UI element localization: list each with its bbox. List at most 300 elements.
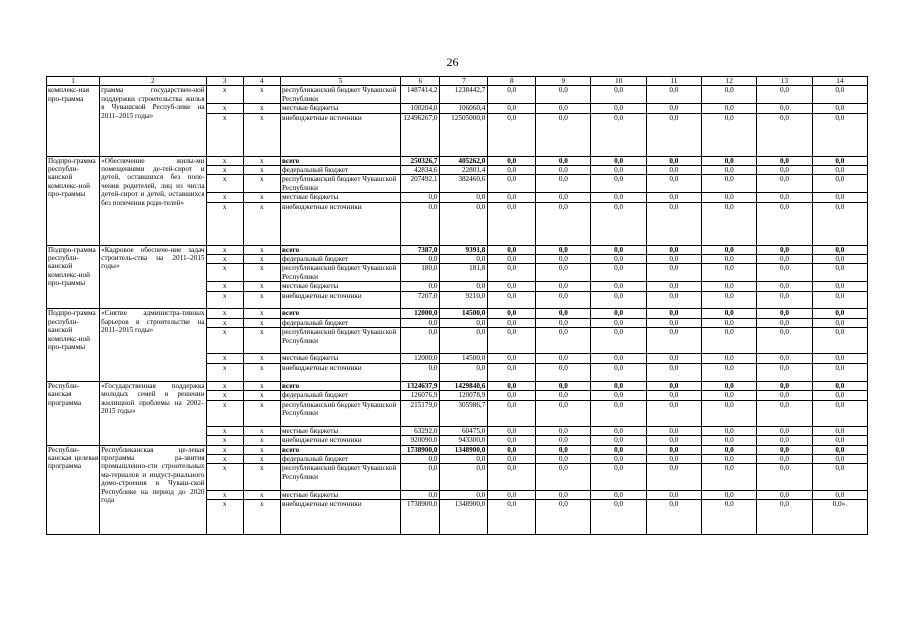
- table-row: [47, 381, 868, 390]
- value-cell: 0,0: [812, 255, 867, 264]
- value-cell: 0,0: [702, 426, 757, 435]
- value-cell: 0,0: [812, 202, 867, 245]
- value-cell: 0,0: [591, 309, 646, 318]
- column-number-1: 1: [47, 77, 100, 86]
- value-cell: 0,0: [646, 166, 701, 175]
- value-cell: 0,0: [702, 464, 757, 490]
- value-cell: 12505000,0: [440, 113, 488, 156]
- value-cell: 0,0: [702, 454, 757, 463]
- marker-cell: x: [206, 282, 243, 291]
- value-cell: 106060,4: [440, 104, 488, 113]
- marker-cell: x: [243, 464, 280, 490]
- marker-cell: x: [243, 255, 280, 264]
- column-number-2: 2: [100, 77, 206, 86]
- value-cell: 0,0: [536, 255, 591, 264]
- value-cell: 14500,0: [440, 354, 488, 363]
- value-cell: 0,0: [812, 454, 867, 463]
- marker-cell: x: [206, 436, 243, 445]
- value-cell: 0,0: [440, 454, 488, 463]
- value-cell: 0,0: [591, 104, 646, 113]
- funding-source-cell: всего: [280, 445, 400, 454]
- funding-source-cell: федеральный бюджет: [280, 454, 400, 463]
- value-cell: 0,0: [488, 202, 536, 245]
- funding-source-cell: республиканский бюджет Чувашской Республики: [280, 86, 400, 104]
- value-cell: 0,0: [646, 499, 701, 534]
- column-number-13: 13: [757, 77, 812, 86]
- funding-source-cell: всего: [280, 156, 400, 165]
- value-cell: 0,0: [401, 202, 440, 245]
- value-cell: 0,0: [440, 202, 488, 245]
- value-cell: 0,0: [646, 282, 701, 291]
- value-cell: 0,0: [812, 86, 867, 104]
- value-cell: 0,0: [646, 156, 701, 165]
- value-cell: 120078,9: [440, 391, 488, 400]
- value-cell: 0,0: [488, 499, 536, 534]
- program-name-cell: «Снятие администра-тивных барьеров в строительстве на 2011–2015 годы»: [100, 309, 206, 381]
- value-cell: 0,0: [812, 426, 867, 435]
- value-cell: 0,0: [488, 113, 536, 156]
- value-cell: 0,0: [757, 309, 812, 318]
- value-cell: 0,0: [757, 245, 812, 254]
- program-name-cell: «Государственная поддержка молодых семей в решении жилищной проблемы на 2002–2015 годы»: [100, 381, 206, 445]
- value-cell: 0,0: [646, 309, 701, 318]
- funding-source-cell: всего: [280, 381, 400, 390]
- value-cell: 0,0: [757, 499, 812, 534]
- marker-cell: x: [206, 264, 243, 282]
- column-number-5: 5: [280, 77, 400, 86]
- value-cell: 0,0: [757, 391, 812, 400]
- marker-cell: x: [243, 490, 280, 499]
- marker-cell: x: [206, 255, 243, 264]
- column-number-10: 10: [591, 77, 646, 86]
- value-cell: 0,0: [536, 464, 591, 490]
- value-cell: 0,0: [646, 454, 701, 463]
- value-cell: 0,0: [646, 245, 701, 254]
- marker-cell: x: [243, 354, 280, 363]
- program-name-cell: «Кадровое обеспече-ние задач строитель-ства на 2011–2015 годы»: [100, 245, 206, 309]
- value-cell: 0,0: [536, 499, 591, 534]
- column-number-3: 3: [206, 77, 243, 86]
- value-cell: 0,0: [812, 193, 867, 202]
- value-cell: 0,0: [488, 328, 536, 354]
- value-cell: 0,0: [812, 245, 867, 254]
- value-cell: 0,0: [646, 391, 701, 400]
- marker-cell: x: [243, 318, 280, 327]
- marker-cell: x: [206, 464, 243, 490]
- marker-cell: x: [243, 156, 280, 165]
- value-cell: 0,0: [488, 282, 536, 291]
- marker-cell: x: [206, 490, 243, 499]
- column-number-8: 8: [488, 77, 536, 86]
- value-cell: 0,0: [702, 291, 757, 309]
- program-name-cell: Республиканская це-левая программа ра-звития промышленно-сти строительных ма-териалов и индуст-риального домо-строения в Чуваш-ской Республике на период до 2020 года: [100, 445, 206, 534]
- value-cell: 0,0: [591, 490, 646, 499]
- value-cell: 0,0: [591, 445, 646, 454]
- marker-cell: x: [243, 104, 280, 113]
- value-cell: 0,0: [536, 166, 591, 175]
- marker-cell: x: [206, 328, 243, 354]
- marker-cell: x: [243, 328, 280, 354]
- value-cell: 7387,0: [401, 245, 440, 254]
- value-cell: 0,0: [536, 309, 591, 318]
- marker-cell: x: [206, 113, 243, 156]
- value-cell: 0,0: [536, 391, 591, 400]
- funding-source-cell: внебюджетные источники: [280, 202, 400, 245]
- marker-cell: x: [243, 113, 280, 156]
- value-cell: 0,0: [757, 454, 812, 463]
- value-cell: 0,0: [702, 363, 757, 381]
- funding-source-cell: республиканский бюджет Чувашской Республики: [280, 175, 400, 193]
- value-cell: 0,0: [591, 255, 646, 264]
- value-cell: 0,0: [646, 291, 701, 309]
- marker-cell: x: [206, 193, 243, 202]
- marker-cell: x: [206, 104, 243, 113]
- marker-cell: x: [243, 291, 280, 309]
- value-cell: 0,0: [702, 156, 757, 165]
- marker-cell: x: [243, 309, 280, 318]
- value-cell: 0,0: [757, 282, 812, 291]
- value-cell: 0,0: [440, 328, 488, 354]
- value-cell: 0,0: [401, 454, 440, 463]
- value-cell: 0,0: [646, 490, 701, 499]
- value-cell: 0,0: [646, 264, 701, 282]
- marker-cell: x: [206, 454, 243, 463]
- value-cell: 0,0: [757, 255, 812, 264]
- value-cell: 0,0: [757, 354, 812, 363]
- value-cell: 0,0: [401, 464, 440, 490]
- value-cell: 0,0: [488, 391, 536, 400]
- value-cell: 0,0: [812, 309, 867, 318]
- value-cell: 0,0: [702, 381, 757, 390]
- value-cell: 0,0: [488, 436, 536, 445]
- value-cell: 0,0: [591, 454, 646, 463]
- column-number-14: 14: [812, 77, 867, 86]
- value-cell: 0,0: [536, 354, 591, 363]
- value-cell: 0,0: [757, 86, 812, 104]
- marker-cell: x: [243, 426, 280, 435]
- value-cell: 0,0: [591, 328, 646, 354]
- value-cell: 0,0: [591, 363, 646, 381]
- marker-cell: x: [206, 291, 243, 309]
- value-cell: 0,0: [812, 291, 867, 309]
- value-cell: 0,0: [812, 166, 867, 175]
- column-number-4: 4: [243, 77, 280, 86]
- value-cell: 0,0: [536, 445, 591, 454]
- value-cell: 0,0: [757, 202, 812, 245]
- value-cell: 1487414,2: [401, 86, 440, 104]
- marker-cell: x: [206, 391, 243, 400]
- value-cell: 0,0: [536, 264, 591, 282]
- value-cell: 0,0: [646, 445, 701, 454]
- value-cell: 0,0».: [812, 499, 867, 534]
- value-cell: 215179,0: [401, 400, 440, 426]
- value-cell: 0,0: [488, 400, 536, 426]
- value-cell: 12000,0: [401, 309, 440, 318]
- program-name-cell: грамма государствен-ной поддержки строительства жилья в Чувашской Респуб-лике на 2011–2015 годы»: [100, 86, 206, 156]
- value-cell: 0,0: [591, 86, 646, 104]
- value-cell: 0,0: [488, 245, 536, 254]
- value-cell: 0,0: [591, 354, 646, 363]
- funding-source-cell: местные бюджеты: [280, 193, 400, 202]
- budget-table: [46, 76, 868, 535]
- value-cell: 1348900,0: [440, 499, 488, 534]
- table-row: [47, 86, 868, 104]
- marker-cell: x: [243, 454, 280, 463]
- value-cell: 0,0: [646, 86, 701, 104]
- value-cell: 0,0: [488, 193, 536, 202]
- value-cell: 0,0: [812, 264, 867, 282]
- value-cell: 0,0: [757, 464, 812, 490]
- program-type-cell: Республи-канская программа: [47, 381, 100, 445]
- value-cell: 0,0: [591, 245, 646, 254]
- value-cell: 0,0: [646, 381, 701, 390]
- value-cell: 0,0: [757, 490, 812, 499]
- value-cell: 0,0: [536, 175, 591, 193]
- marker-cell: x: [243, 202, 280, 245]
- value-cell: 0,0: [757, 113, 812, 156]
- funding-source-cell: республиканский бюджет Чувашской Республики: [280, 328, 400, 354]
- value-cell: 0,0: [488, 104, 536, 113]
- value-cell: 180,0: [401, 264, 440, 282]
- program-type-cell: Подпро-грамма республи-канской комплекс-ной про-граммы: [47, 156, 100, 245]
- value-cell: 0,0: [757, 104, 812, 113]
- value-cell: 0,0: [702, 391, 757, 400]
- value-cell: 0,0: [757, 291, 812, 309]
- value-cell: 0,0: [591, 156, 646, 165]
- value-cell: 0,0: [702, 490, 757, 499]
- value-cell: 0,0: [646, 202, 701, 245]
- value-cell: 0,0: [702, 104, 757, 113]
- value-cell: 0,0: [757, 426, 812, 435]
- funding-source-cell: местные бюджеты: [280, 426, 400, 435]
- funding-source-cell: всего: [280, 245, 400, 254]
- value-cell: 0,0: [440, 318, 488, 327]
- value-cell: 0,0: [488, 264, 536, 282]
- value-cell: 0,0: [401, 255, 440, 264]
- value-cell: 0,0: [646, 193, 701, 202]
- value-cell: 0,0: [488, 309, 536, 318]
- value-cell: 0,0: [536, 400, 591, 426]
- value-cell: 0,0: [536, 436, 591, 445]
- value-cell: 0,0: [536, 291, 591, 309]
- value-cell: 0,0: [536, 363, 591, 381]
- value-cell: 0,0: [488, 318, 536, 327]
- funding-source-cell: федеральный бюджет: [280, 318, 400, 327]
- value-cell: 0,0: [401, 318, 440, 327]
- marker-cell: x: [206, 202, 243, 245]
- value-cell: 0,0: [591, 391, 646, 400]
- funding-source-cell: федеральный бюджет: [280, 166, 400, 175]
- value-cell: 0,0: [812, 113, 867, 156]
- value-cell: 0,0: [440, 255, 488, 264]
- marker-cell: x: [206, 318, 243, 327]
- value-cell: 0,0: [591, 282, 646, 291]
- value-cell: 42834,6: [401, 166, 440, 175]
- value-cell: 0,0: [401, 363, 440, 381]
- value-cell: 0,0: [488, 464, 536, 490]
- marker-cell: x: [243, 245, 280, 254]
- value-cell: 0,0: [646, 400, 701, 426]
- funding-source-cell: местные бюджеты: [280, 354, 400, 363]
- value-cell: 0,0: [401, 328, 440, 354]
- value-cell: 0,0: [536, 490, 591, 499]
- marker-cell: x: [206, 245, 243, 254]
- value-cell: 0,0: [757, 193, 812, 202]
- value-cell: 0,0: [536, 104, 591, 113]
- funding-source-cell: местные бюджеты: [280, 104, 400, 113]
- value-cell: 7207,0: [401, 291, 440, 309]
- value-cell: 0,0: [488, 175, 536, 193]
- value-cell: 9391,8: [440, 245, 488, 254]
- value-cell: 60475,0: [440, 426, 488, 435]
- value-cell: 0,0: [488, 291, 536, 309]
- funding-source-cell: федеральный бюджет: [280, 255, 400, 264]
- value-cell: 0,0: [488, 426, 536, 435]
- value-cell: 0,0: [812, 400, 867, 426]
- value-cell: 1348900,0: [440, 445, 488, 454]
- value-cell: 0,0: [757, 264, 812, 282]
- value-cell: 0,0: [591, 464, 646, 490]
- value-cell: 0,0: [536, 328, 591, 354]
- value-cell: 100204,0: [401, 104, 440, 113]
- value-cell: 0,0: [646, 175, 701, 193]
- value-cell: 0,0: [591, 436, 646, 445]
- value-cell: 0,0: [591, 202, 646, 245]
- value-cell: 0,0: [401, 490, 440, 499]
- value-cell: 250326,7: [401, 156, 440, 165]
- value-cell: 0,0: [757, 175, 812, 193]
- value-cell: 0,0: [812, 354, 867, 363]
- value-cell: 0,0: [702, 113, 757, 156]
- program-type-cell: Республи-канская целевая программа: [47, 445, 100, 534]
- value-cell: 0,0: [401, 193, 440, 202]
- marker-cell: x: [243, 400, 280, 426]
- value-cell: 0,0: [757, 363, 812, 381]
- value-cell: 0,0: [591, 400, 646, 426]
- marker-cell: x: [243, 175, 280, 193]
- marker-cell: x: [243, 86, 280, 104]
- column-number-6: 6: [401, 77, 440, 86]
- column-number-11: 11: [646, 77, 701, 86]
- value-cell: 0,0: [702, 175, 757, 193]
- value-cell: 63292,0: [401, 426, 440, 435]
- marker-cell: x: [243, 445, 280, 454]
- value-cell: 0,0: [536, 86, 591, 104]
- value-cell: 0,0: [591, 499, 646, 534]
- funding-source-cell: внебюджетные источники: [280, 291, 400, 309]
- value-cell: 0,0: [536, 282, 591, 291]
- funding-source-cell: федеральный бюджет: [280, 391, 400, 400]
- value-cell: 0,0: [646, 255, 701, 264]
- value-cell: 1324637,9: [401, 381, 440, 390]
- value-cell: 0,0: [702, 166, 757, 175]
- value-cell: 1738900,0: [401, 499, 440, 534]
- marker-cell: x: [206, 381, 243, 390]
- value-cell: 181,8: [440, 264, 488, 282]
- value-cell: 0,0: [757, 318, 812, 327]
- value-cell: 0,0: [591, 318, 646, 327]
- table-row: [47, 156, 868, 165]
- value-cell: 0,0: [536, 156, 591, 165]
- value-cell: 0,0: [812, 391, 867, 400]
- value-cell: 14500,0: [440, 309, 488, 318]
- value-cell: 405262,0: [440, 156, 488, 165]
- value-cell: 0,0: [440, 490, 488, 499]
- column-number-9: 9: [536, 77, 591, 86]
- value-cell: 0,0: [440, 464, 488, 490]
- value-cell: 0,0: [812, 156, 867, 165]
- marker-cell: x: [243, 436, 280, 445]
- value-cell: 0,0: [488, 454, 536, 463]
- marker-cell: x: [206, 175, 243, 193]
- value-cell: 0,0: [812, 175, 867, 193]
- value-cell: 0,0: [591, 166, 646, 175]
- value-cell: 0,0: [757, 436, 812, 445]
- value-cell: 0,0: [646, 464, 701, 490]
- value-cell: 0,0: [488, 255, 536, 264]
- marker-cell: x: [206, 354, 243, 363]
- value-cell: 0,0: [646, 426, 701, 435]
- value-cell: 0,0: [702, 202, 757, 245]
- value-cell: 0,0: [702, 309, 757, 318]
- value-cell: 0,0: [757, 166, 812, 175]
- program-type-cell: Подпро-грамма республи-канской комплекс-ной про-граммы: [47, 245, 100, 309]
- value-cell: 0,0: [536, 454, 591, 463]
- value-cell: 0,0: [812, 104, 867, 113]
- value-cell: 0,0: [812, 436, 867, 445]
- value-cell: 0,0: [702, 86, 757, 104]
- marker-cell: x: [243, 381, 280, 390]
- value-cell: 0,0: [591, 291, 646, 309]
- value-cell: 0,0: [646, 328, 701, 354]
- value-cell: 0,0: [536, 318, 591, 327]
- value-cell: 0,0: [488, 381, 536, 390]
- value-cell: 0,0: [757, 400, 812, 426]
- value-cell: 0,0: [702, 255, 757, 264]
- marker-cell: x: [206, 363, 243, 381]
- program-name-cell: «Обеспечение жилы-ми помещениями де-тей-сирот и детей, оставшихся без попе-чения родителей, лиц из числа детей-сирот и детей, оставшихся без попечения роди-телей»: [100, 156, 206, 245]
- marker-cell: x: [243, 264, 280, 282]
- value-cell: 0,0: [702, 245, 757, 254]
- funding-source-cell: внебюджетные источники: [280, 363, 400, 381]
- value-cell: 0,0: [536, 426, 591, 435]
- marker-cell: x: [243, 363, 280, 381]
- table-row: [47, 309, 868, 318]
- value-cell: 0,0: [702, 193, 757, 202]
- funding-source-cell: республиканский бюджет Чувашской Республики: [280, 264, 400, 282]
- value-cell: 0,0: [591, 175, 646, 193]
- marker-cell: x: [243, 391, 280, 400]
- value-cell: 0,0: [536, 113, 591, 156]
- value-cell: 1238442,7: [440, 86, 488, 104]
- value-cell: 0,0: [812, 381, 867, 390]
- marker-cell: x: [206, 86, 243, 104]
- column-number-12: 12: [702, 77, 757, 86]
- value-cell: 0,0: [591, 113, 646, 156]
- value-cell: 0,0: [488, 86, 536, 104]
- value-cell: 1429840,6: [440, 381, 488, 390]
- value-cell: 0,0: [401, 282, 440, 291]
- value-cell: 0,0: [812, 464, 867, 490]
- value-cell: 207492,1: [401, 175, 440, 193]
- value-cell: 0,0: [702, 282, 757, 291]
- value-cell: 943300,0: [440, 436, 488, 445]
- value-cell: 0,0: [702, 436, 757, 445]
- marker-cell: x: [206, 309, 243, 318]
- header-row: [47, 77, 868, 86]
- value-cell: 0,0: [702, 318, 757, 327]
- program-type-cell: комплекс-ная про-грамма: [47, 86, 100, 156]
